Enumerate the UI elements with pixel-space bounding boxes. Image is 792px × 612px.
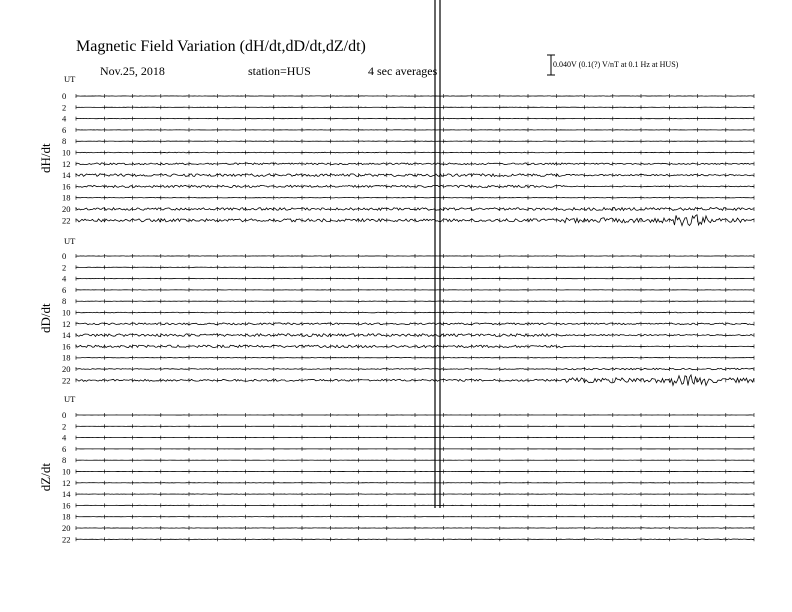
hour-label: 18	[62, 511, 71, 522]
hour-label: 20	[62, 364, 71, 374]
hour-label: 8	[62, 455, 67, 466]
hour-label: 22	[62, 375, 71, 386]
scale-bar-label: 0.040V (0.1(?) V/nT at 0.1 Hz at HUS)	[553, 60, 679, 69]
component-label: dZ/dt	[38, 463, 53, 492]
hour-label: 4	[62, 113, 67, 124]
hour-label: 14	[62, 489, 71, 500]
hour-label: 12	[62, 158, 71, 169]
ut-label: UT	[64, 394, 76, 404]
hour-label: 0	[62, 410, 67, 420]
averaging-label: 4 sec averages	[368, 64, 438, 78]
hour-label: 16	[62, 181, 71, 192]
hour-label: 0	[62, 91, 67, 101]
hour-label: 10	[62, 466, 71, 477]
hour-label: 4	[62, 432, 67, 443]
hour-label: 8	[62, 136, 67, 147]
hour-label: 20	[62, 523, 71, 533]
hour-label: 14	[62, 170, 71, 181]
hour-label: 12	[62, 477, 71, 488]
hour-label: 8	[62, 296, 67, 307]
hour-label: 22	[62, 215, 71, 226]
hour-label: 0	[62, 251, 67, 261]
hour-label: 16	[62, 500, 71, 511]
hour-label: 2	[62, 421, 67, 432]
hour-label: 10	[62, 147, 71, 158]
hour-label: 18	[62, 192, 71, 203]
hour-label: 10	[62, 307, 71, 318]
component-label: dH/dt	[38, 143, 53, 173]
hour-label: 16	[62, 341, 71, 352]
ut-label: UT	[64, 74, 76, 84]
station-label: station=HUS	[248, 64, 311, 78]
hour-label: 4	[62, 273, 67, 284]
hour-label: 6	[62, 284, 67, 295]
hour-label: 6	[62, 124, 67, 135]
hour-label: 14	[62, 330, 71, 341]
component-label: dD/dt	[38, 303, 53, 333]
hour-label: 12	[62, 318, 71, 329]
date-label: Nov.25, 2018	[100, 64, 165, 78]
page-title: Magnetic Field Variation (dH/dt,dD/dt,dZ/dt)	[76, 38, 366, 55]
hour-label: 22	[62, 534, 71, 545]
ut-label: UT	[64, 236, 76, 246]
hour-label: 2	[62, 102, 67, 113]
hour-label: 18	[62, 352, 71, 363]
hour-label: 20	[62, 204, 71, 214]
hour-label: 2	[62, 262, 67, 273]
hour-label: 6	[62, 443, 67, 454]
